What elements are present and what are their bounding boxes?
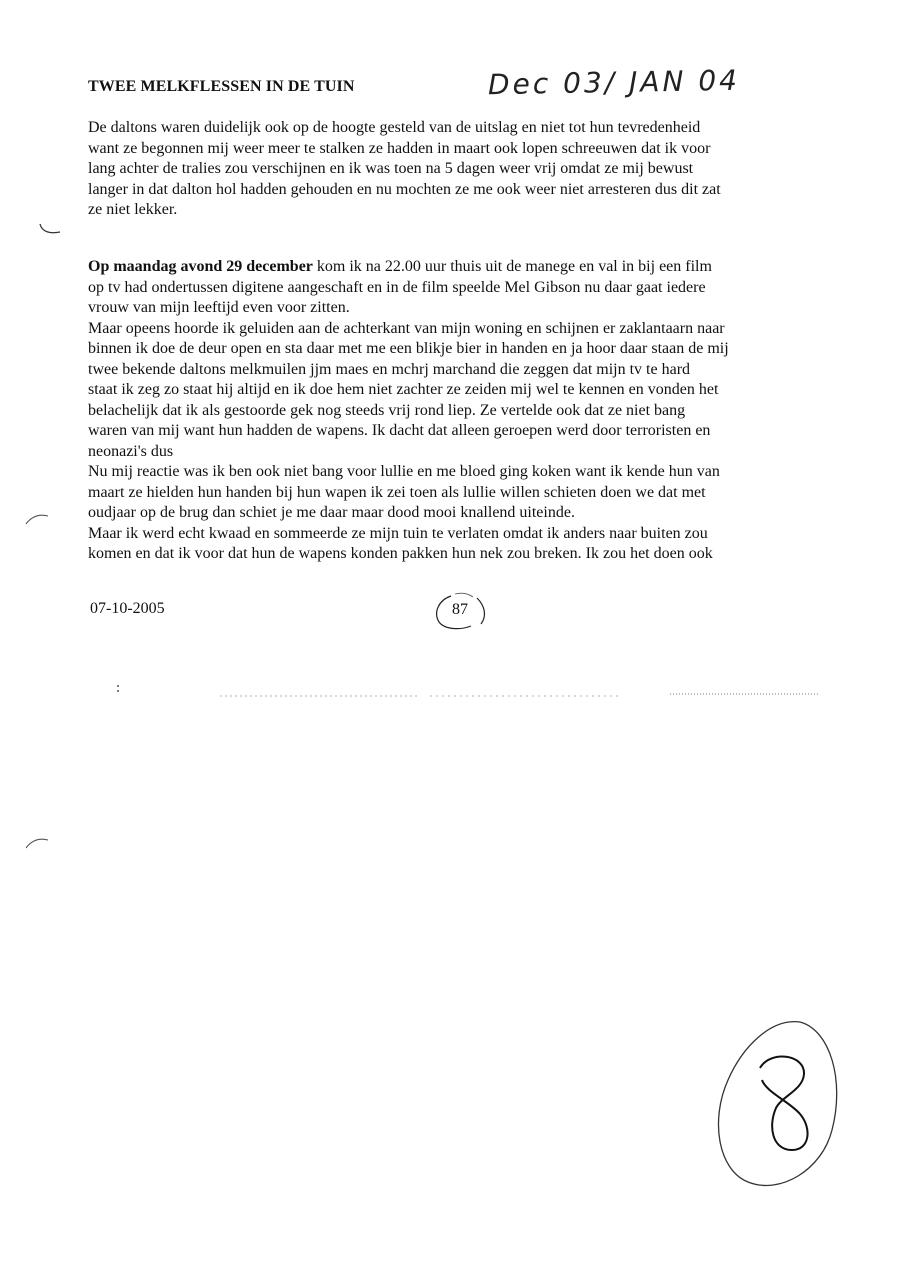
text-line: twee bekende daltons melkmuilen jjm maes en mchrj marchand die zeggen dat mijn tv te hard bbox=[88, 360, 691, 378]
text-line: Nu mij reactie was ik ben ook niet bang voor lullie en me bloed ging koken want ik kende hun van bbox=[88, 463, 720, 480]
text-line: langer in dat dalton hol hadden gehouden en nu mochten ze me ook weer niet arresteren dus dit zat bbox=[88, 180, 721, 198]
text-line: want ze begonnen mij weer meer te stalken ze hadden in maart ook lopen schreeuwen dat ik voor bbox=[88, 139, 711, 157]
handwritten-mark-text: 8 bbox=[775, 1105, 776, 1106]
text-fragment: kom ik na 22.00 uur thuis uit de manege en val in bij een film bbox=[312, 258, 712, 275]
paragraph-1 bbox=[88, 118, 840, 221]
text-line: oudjaar op de brug dan schiet je me daar maar dood mooi knallend uiteinde. bbox=[88, 504, 575, 521]
scan-mark-icon bbox=[22, 508, 52, 528]
page-number bbox=[431, 590, 489, 630]
paragraph-2 bbox=[88, 257, 840, 565]
text-line: Maar opeens hoorde ik geluiden aan de achterkant van mijn woning en schijnen er zaklantaarn naar bbox=[88, 319, 725, 337]
bold-date-phrase: Op maandag avond 29 december bbox=[88, 258, 313, 275]
document-title: TWEE MELKFLESSEN IN DE TUIN bbox=[88, 78, 355, 95]
footer-date: 07-10-2005 bbox=[90, 600, 165, 617]
text-line bbox=[88, 257, 840, 278]
handwritten-date: Dec 03/ JAN 04 bbox=[487, 63, 741, 102]
scan-dots-icon bbox=[100, 680, 840, 700]
text-line: op tv had ondertussen digitene aangeschaft en in de film speelde Mel Gibson nu daar gaat iedere bbox=[88, 278, 706, 296]
text-line: belachelijk dat ik als gestoorde gek nog steeds vrij rond liep. Ze vertelde ook dat ze niet bang bbox=[88, 401, 686, 419]
text-line: staat ik zeg zo staat hij altijd en ik doe hem niet zachter ze zeiden mij wel te kennen en vonden het bbox=[88, 381, 719, 398]
text-line: waren van mij want hun hadden de wapens. Ik dacht dat alleen geroepen werd door terroristen en bbox=[88, 422, 711, 439]
text-line: komen en dat ik voor dat hun de wapens konden pakken hun nek zou breken. Ik zou het doen ook bbox=[88, 545, 713, 562]
text-line: Maar ik werd echt kwaad en sommeerde ze mijn tuin te verlaten omdat ik anders naar buiten zou bbox=[88, 524, 708, 542]
scan-mark-icon bbox=[36, 220, 66, 240]
text-line: maart ze hielden hun handen bij hun wapen ik zei toen als lullie willen schieten doen we dat met bbox=[88, 483, 706, 501]
text-line: lang achter de tralies zou verschijnen en ik was toen na 5 dagen weer vrij omdat ze mij bewust bbox=[88, 160, 694, 177]
text-line: De daltons waren duidelijk ook op de hoogte gesteld van de uitslag en niet tot hun tevredenheid bbox=[88, 119, 701, 136]
page-number-text: 87 bbox=[452, 601, 468, 618]
handwritten-circled-number bbox=[700, 1010, 850, 1205]
text-line: ze niet lekker. bbox=[88, 201, 178, 218]
text-line: vrouw van mijn leeftijd even voor zitten. bbox=[88, 299, 350, 316]
scan-mark-icon bbox=[22, 832, 52, 852]
text-line: binnen ik doe de deur open en sta daar met me een blikje bier in handen en ja hoor daar staan de mij bbox=[88, 340, 729, 357]
text-line: neonazi's dus bbox=[88, 442, 174, 460]
circled-eight-icon bbox=[700, 1010, 850, 1200]
